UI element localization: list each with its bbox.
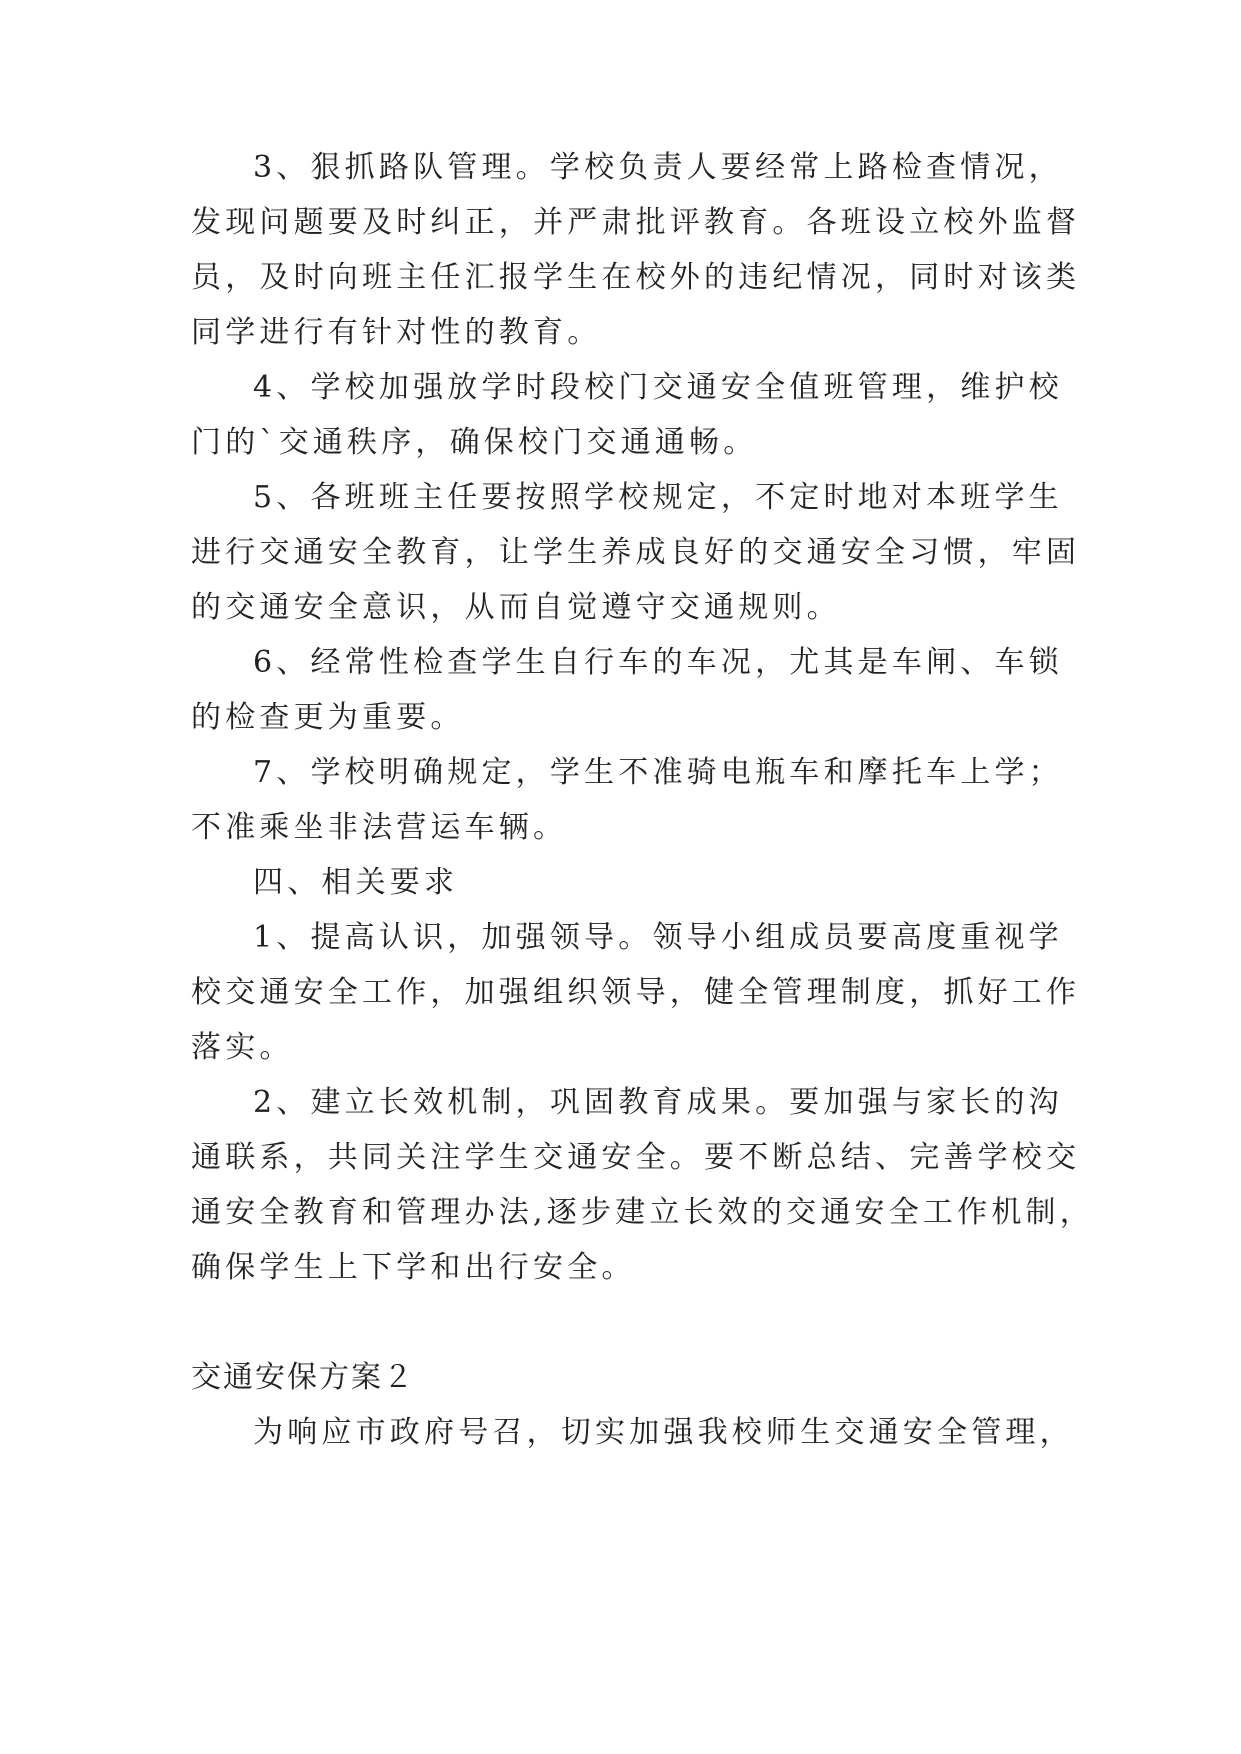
section-heading: 四、相关要求 <box>253 865 459 900</box>
paragraph-line: 通安全教育和管理办法,逐步建立长效的交通安全工作机制， <box>191 1195 1094 1230</box>
paragraph-line: 7、学校明确规定，学生不准骑电瓶车和摩托车上学； <box>253 755 1063 790</box>
paragraph-line: 5、各班班主任要按照学校规定，不定时地对本班学生 <box>253 480 1063 515</box>
document-title: 交通安保方案２ <box>191 1360 415 1395</box>
paragraph-line: 同学进行有针对性的教育。 <box>191 315 602 350</box>
paragraph-line: 员，及时向班主任汇报学生在校外的违纪情况，同时对该类 <box>191 260 1081 295</box>
paragraph-line: 不准乘坐非法营运车辆。 <box>191 810 568 845</box>
paragraph-line: 1、提高认识，加强领导。领导小组成员要高度重视学 <box>253 920 1063 955</box>
paragraph-line: 确保学生上下学和出行安全。 <box>191 1250 636 1285</box>
paragraph-line: 门的`交通秩序，确保校门交通通畅。 <box>191 425 758 460</box>
paragraph-line: 校交通安全工作，加强组织领导，健全管理制度，抓好工作 <box>191 975 1081 1010</box>
paragraph-line: 发现问题要及时纠正，并严肃批评教育。各班设立校外监督 <box>191 205 1081 240</box>
paragraph-line: 落实。 <box>191 1030 294 1065</box>
paragraph-line: 6、经常性检查学生自行车的车况，尤其是车闸、车锁 <box>253 645 1063 680</box>
paragraph-line: 进行交通安全教育，让学生养成良好的交通安全习惯，牢固 <box>191 535 1081 570</box>
paragraph-line: 2、建立长效机制，巩固教育成果。要加强与家长的沟 <box>253 1085 1063 1120</box>
paragraph-line: 为响应市政府号召，切实加强我校师生交通安全管理， <box>253 1415 1074 1450</box>
paragraph-line: 4、学校加强放学时段校门交通安全值班管理，维护校 <box>253 370 1063 405</box>
paragraph-line: 通联系，共同关注学生交通安全。要不断总结、完善学校交 <box>191 1140 1081 1175</box>
paragraph-line: 3、狠抓路队管理。学校负责人要经常上路检查情况， <box>253 150 1063 185</box>
paragraph-line: 的交通安全意识，从而自觉遵守交通规则。 <box>191 590 841 625</box>
paragraph-line: 的检查更为重要。 <box>191 700 465 735</box>
